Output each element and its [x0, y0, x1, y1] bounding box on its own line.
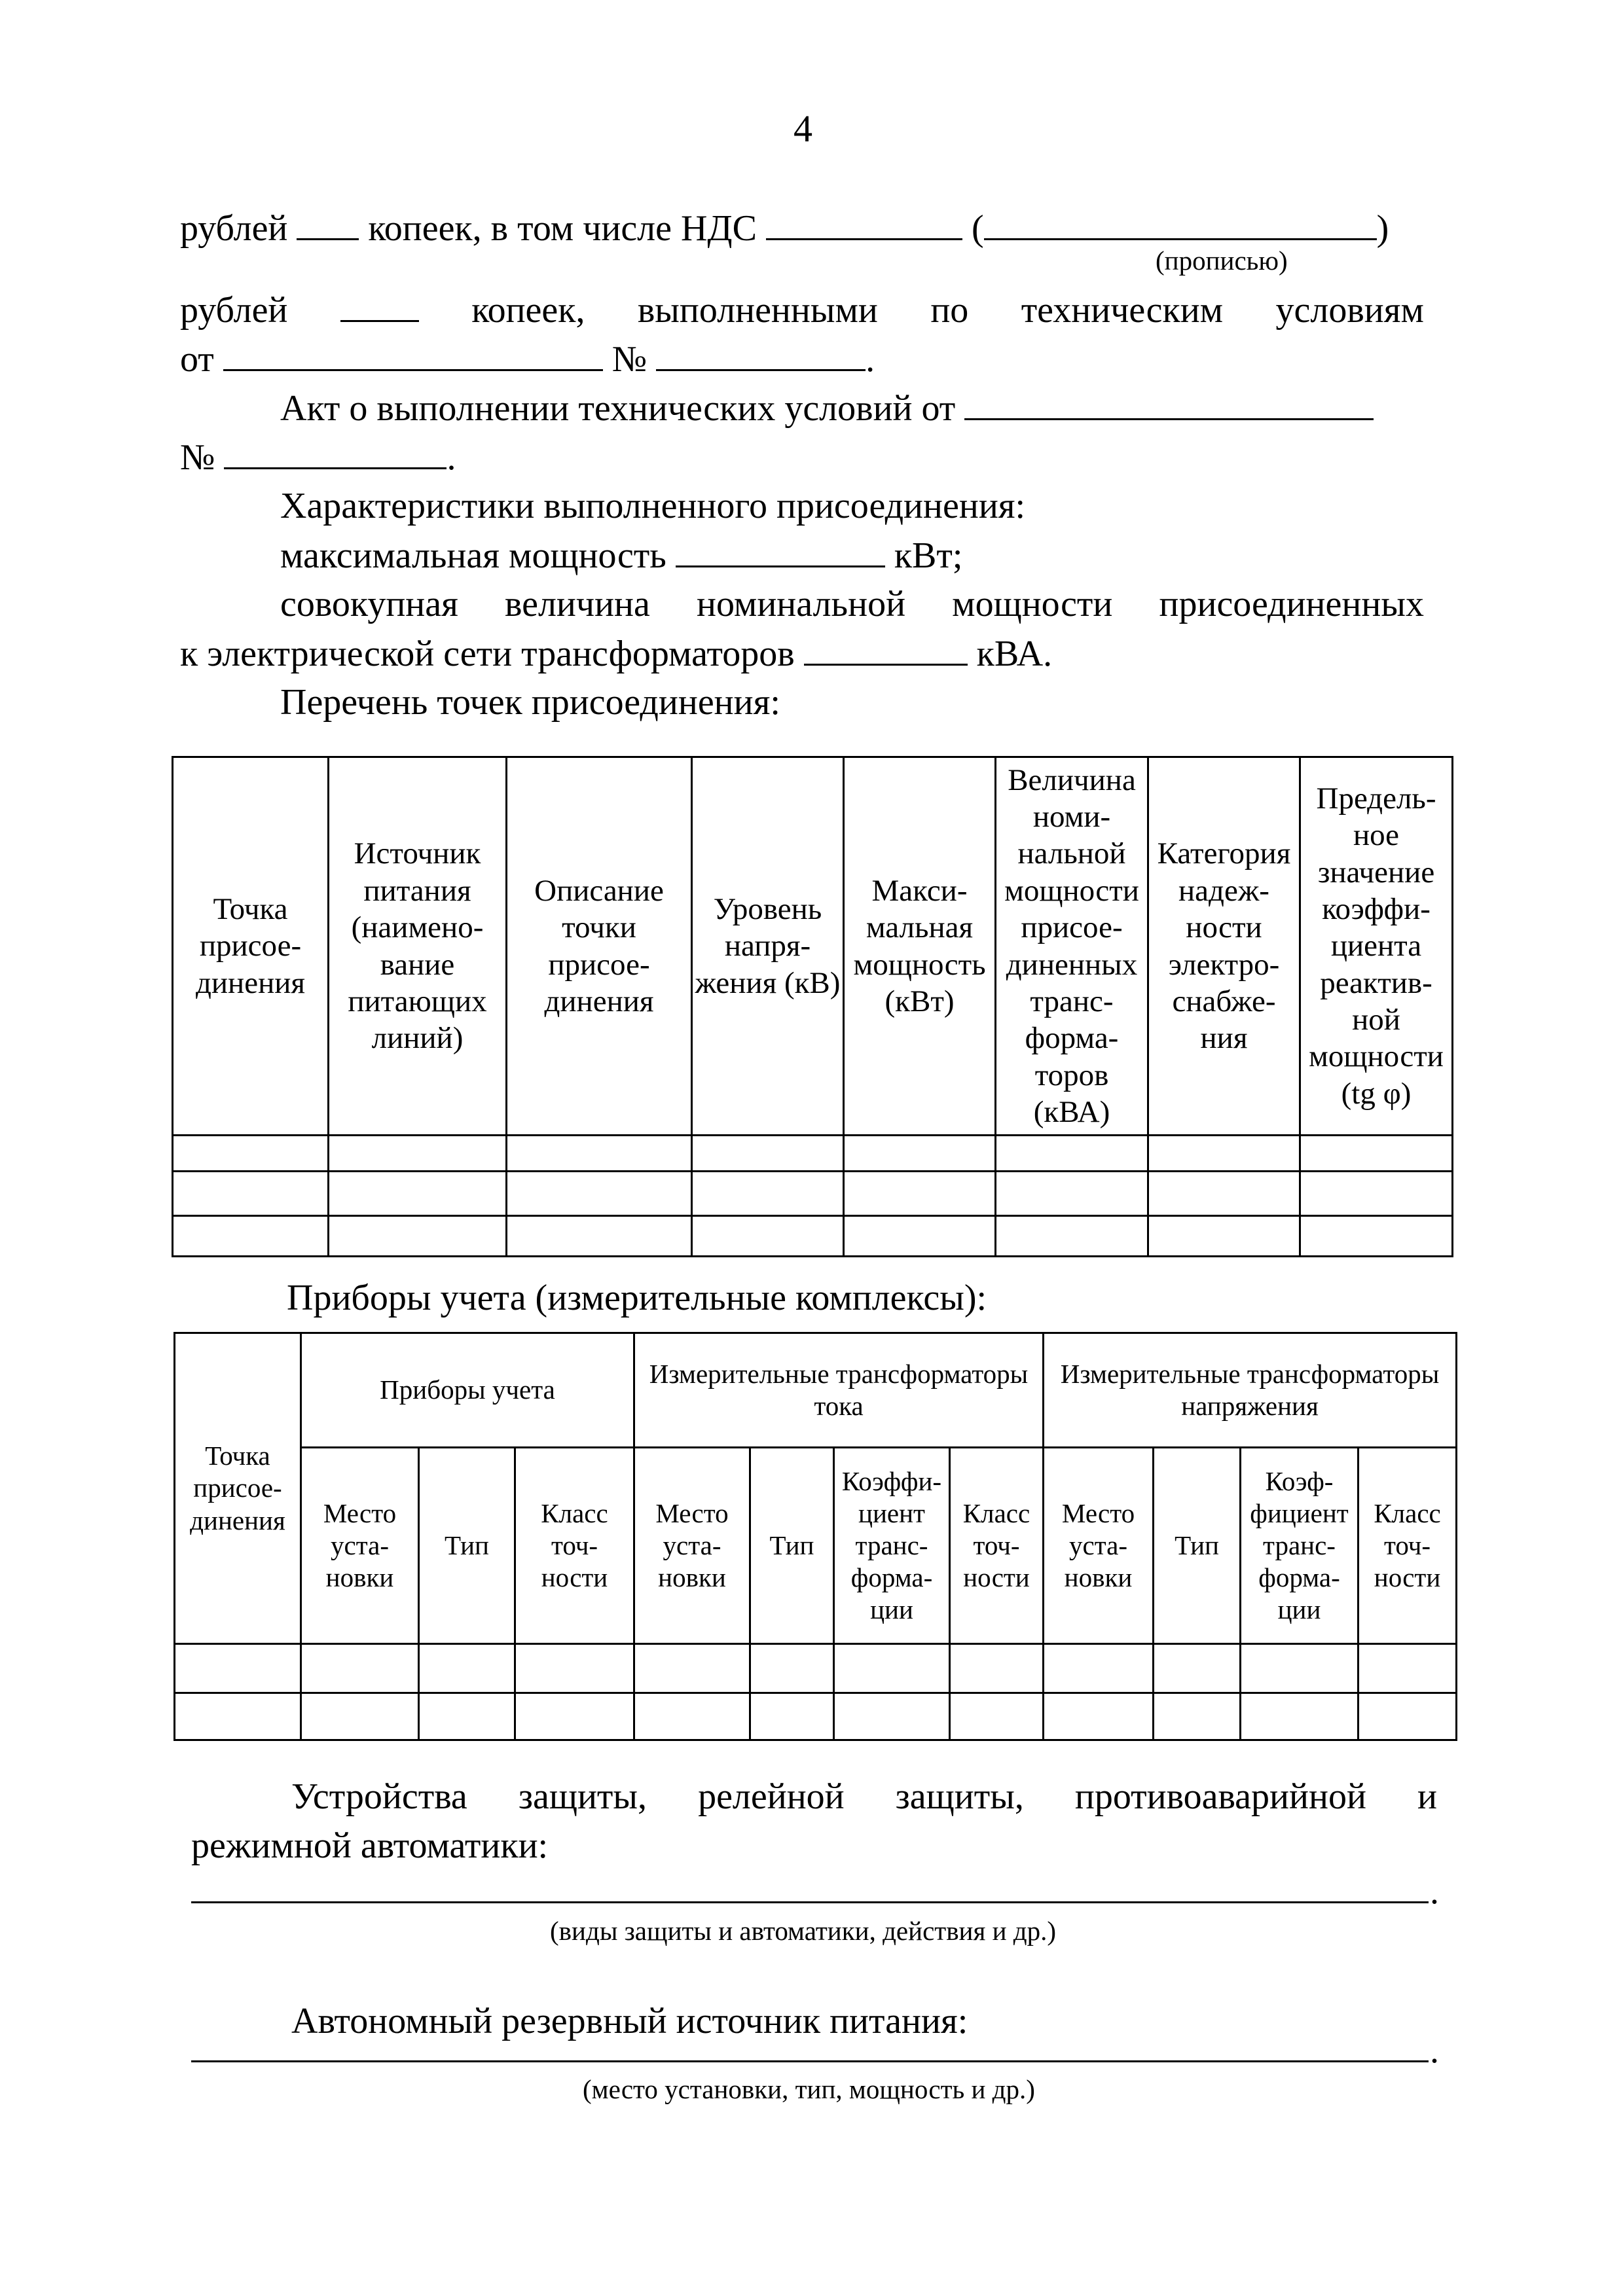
dot: . — [1430, 1871, 1439, 1912]
header-transformer-power: Величина номи- нальной мощности присое- диненных транс- форма- торов (кВА) — [996, 757, 1148, 1136]
cell[interactable] — [1359, 1644, 1457, 1693]
word: защиты, — [895, 1776, 1024, 1817]
cell[interactable] — [1148, 1172, 1300, 1216]
header-vt-location: Место уста- новки — [1044, 1448, 1154, 1644]
blank-vat-amount[interactable] — [766, 209, 962, 240]
cell[interactable] — [692, 1172, 844, 1216]
cell[interactable] — [419, 1644, 515, 1693]
cell[interactable] — [329, 1216, 507, 1257]
cell[interactable] — [750, 1644, 834, 1693]
cell[interactable] — [301, 1644, 419, 1693]
header-group-voltage-transformers: Измерительные трансформаторы напряжения — [1044, 1333, 1457, 1448]
header-meter-type: Тип — [419, 1448, 515, 1644]
blank-tc-number[interactable] — [656, 340, 866, 371]
cell[interactable] — [301, 1693, 419, 1740]
table-header-row — [175, 1333, 1457, 1448]
header-reliability-category: Категория надеж- ности электро- снабже- ния — [1148, 757, 1300, 1136]
blank-transformers-power[interactable] — [804, 635, 968, 666]
header-power-source: Источник питания (наимено- вание питающих линий) — [329, 757, 507, 1136]
line-total-power — [280, 586, 1424, 622]
cell[interactable] — [329, 1136, 507, 1172]
cell[interactable] — [173, 1216, 329, 1257]
line-act — [280, 389, 1374, 427]
cell[interactable] — [507, 1136, 692, 1172]
blank-protection-types[interactable] — [191, 1901, 1429, 1903]
header-connection-point: Точка присое- динения — [173, 757, 329, 1136]
text-max-power: максимальная мощность — [280, 535, 666, 576]
cell[interactable] — [692, 1216, 844, 1257]
line-from-number — [180, 340, 875, 378]
cell[interactable] — [1241, 1644, 1359, 1693]
line-protection-devices — [291, 1778, 1437, 1815]
text-transformers: к электрической сети трансформаторов — [180, 634, 795, 674]
text-number-sign: № — [180, 437, 215, 478]
cell[interactable] — [634, 1693, 750, 1740]
header-vt-accuracy: Класс точ- ности — [1359, 1448, 1457, 1644]
cell[interactable] — [750, 1693, 834, 1740]
cell[interactable] — [950, 1693, 1044, 1740]
heading-metering-devices: Приборы учета (измерительные комплексы): — [287, 1278, 987, 1318]
cell[interactable] — [175, 1644, 301, 1693]
word: релейной — [698, 1776, 845, 1817]
caption-backup-source: (место установки, тип, мощность и др.) — [583, 2074, 1035, 2104]
connection-points-table — [172, 756, 1453, 1257]
line-max-power — [280, 537, 962, 574]
cell[interactable] — [996, 1136, 1148, 1172]
text-automatics: режимной автоматики: — [191, 1825, 549, 1866]
table-row — [173, 1216, 1453, 1257]
word: выполненными — [637, 290, 878, 331]
word: Устройства — [291, 1776, 467, 1817]
cell[interactable] — [844, 1136, 996, 1172]
header-voltage-level: Уровень напря- жения (кВ) — [692, 757, 844, 1136]
line-rubles-by-technical-conditions — [180, 291, 1424, 329]
word: условиям — [1275, 290, 1424, 331]
header-group-meters: Приборы учета — [301, 1333, 634, 1448]
line-act-number — [180, 439, 456, 476]
word: и — [1417, 1776, 1437, 1817]
text-rubles: рублей — [180, 208, 288, 249]
cell[interactable] — [507, 1172, 692, 1216]
cell[interactable] — [1359, 1693, 1457, 1740]
table-subheader-row — [175, 1448, 1457, 1644]
word: противоаварийной — [1074, 1776, 1366, 1817]
cell[interactable] — [1148, 1216, 1300, 1257]
caption-in-words: (прописью) — [1156, 245, 1288, 276]
cell[interactable] — [175, 1693, 301, 1740]
line-transformers — [180, 635, 1052, 672]
line-rubles-kopecks-vat — [180, 209, 1389, 247]
word: присоединенных — [1159, 584, 1424, 624]
text-kopecks-vat: копеек, в том числе НДС — [368, 208, 757, 249]
cell[interactable] — [1044, 1644, 1154, 1693]
dot: . — [447, 437, 456, 478]
cell[interactable] — [844, 1216, 996, 1257]
header-vt-type: Тип — [1154, 1448, 1241, 1644]
dot: . — [866, 339, 875, 380]
word: техническим — [1021, 290, 1224, 331]
header-ct-accuracy: Класс точ- ности — [950, 1448, 1044, 1644]
cell[interactable] — [1241, 1693, 1359, 1740]
cell[interactable] — [507, 1216, 692, 1257]
paren-close: ) — [1376, 208, 1389, 249]
word: защиты, — [518, 1776, 647, 1817]
text-kw: кВт; — [894, 535, 963, 576]
word: по — [930, 290, 969, 331]
blank-act-number[interactable] — [224, 439, 447, 469]
text-number-sign: № — [611, 339, 647, 380]
blank-act-date[interactable] — [964, 389, 1374, 420]
table-row — [173, 1136, 1453, 1172]
metering-devices-table — [173, 1332, 1457, 1741]
header-max-power: Макси- мальная мощность (кВт) — [844, 757, 996, 1136]
header-meter-accuracy: Класс точ- ности — [515, 1448, 634, 1644]
cell[interactable] — [1300, 1136, 1453, 1172]
cell[interactable] — [515, 1693, 634, 1740]
cell[interactable] — [692, 1136, 844, 1172]
heading-characteristics: Характеристики выполненного присоединения: — [280, 486, 1026, 526]
cell[interactable] — [1148, 1136, 1300, 1172]
cell[interactable] — [634, 1644, 750, 1693]
blank-backup-source[interactable] — [191, 2060, 1429, 2062]
table-header-row — [173, 757, 1453, 1136]
header-point-description: Описание точки присое- динения — [507, 757, 692, 1136]
cell[interactable] — [1300, 1172, 1453, 1216]
paren-open: ( — [971, 208, 984, 249]
word: совокупная — [280, 584, 458, 624]
heading-connection-points: Перечень точек присоединения: — [280, 682, 780, 723]
cell[interactable] — [844, 1172, 996, 1216]
heading-backup-power-source: Автономный резервный источник питания: — [291, 2001, 968, 2041]
header-vt-ratio: Коэф- фициент транс- форма- ции — [1241, 1448, 1359, 1644]
word: копеек, — [471, 290, 585, 331]
cell[interactable] — [1154, 1693, 1241, 1740]
header-ct-type: Тип — [750, 1448, 834, 1644]
blank-tc-date[interactable] — [223, 340, 603, 371]
word: величина — [505, 584, 650, 624]
cell[interactable] — [996, 1172, 1148, 1216]
table-row — [173, 1172, 1453, 1216]
blank-rubles[interactable] — [297, 209, 359, 240]
cell[interactable] — [834, 1693, 950, 1740]
blank-rubles-2[interactable] — [340, 291, 419, 322]
cell[interactable] — [515, 1644, 634, 1693]
caption-protection-types: (виды защиты и автоматики, действия и др.) — [550, 1916, 1057, 1946]
text-act: Акт о выполнении технических условий от — [280, 388, 956, 429]
cell[interactable] — [1044, 1693, 1154, 1740]
cell[interactable] — [950, 1644, 1044, 1693]
cell[interactable] — [419, 1693, 515, 1740]
page-number: 4 — [793, 107, 812, 150]
word: рублей — [180, 290, 288, 331]
table-row — [175, 1693, 1457, 1740]
text-from: от — [180, 339, 214, 380]
dot: . — [1430, 2030, 1439, 2071]
cell[interactable] — [173, 1136, 329, 1172]
header-ct-location: Место уста- новки — [634, 1448, 750, 1644]
header-group-current-transformers: Измерительные трансформаторы тока — [634, 1333, 1044, 1448]
cell[interactable] — [1154, 1644, 1241, 1693]
word: номинальной — [696, 584, 906, 624]
cell[interactable] — [329, 1172, 507, 1216]
cell[interactable] — [996, 1216, 1148, 1257]
blank-vat-in-words[interactable] — [984, 209, 1377, 240]
blank-max-power[interactable] — [676, 537, 885, 567]
header-connection-point: Точка присое- динения — [175, 1333, 301, 1644]
text-kva: кВА. — [976, 634, 1053, 674]
cell[interactable] — [173, 1172, 329, 1216]
header-ct-ratio: Коэффи- циент транс- форма- ции — [834, 1448, 950, 1644]
header-reactive-power-coef: Предель- ное значение коэффи- циента реактив- ной мощности (tg φ) — [1300, 757, 1453, 1136]
header-meter-location: Место уста- новки — [301, 1448, 419, 1644]
word: мощности — [952, 584, 1113, 624]
cell[interactable] — [834, 1644, 950, 1693]
cell[interactable] — [1300, 1216, 1453, 1257]
table-row — [175, 1644, 1457, 1693]
